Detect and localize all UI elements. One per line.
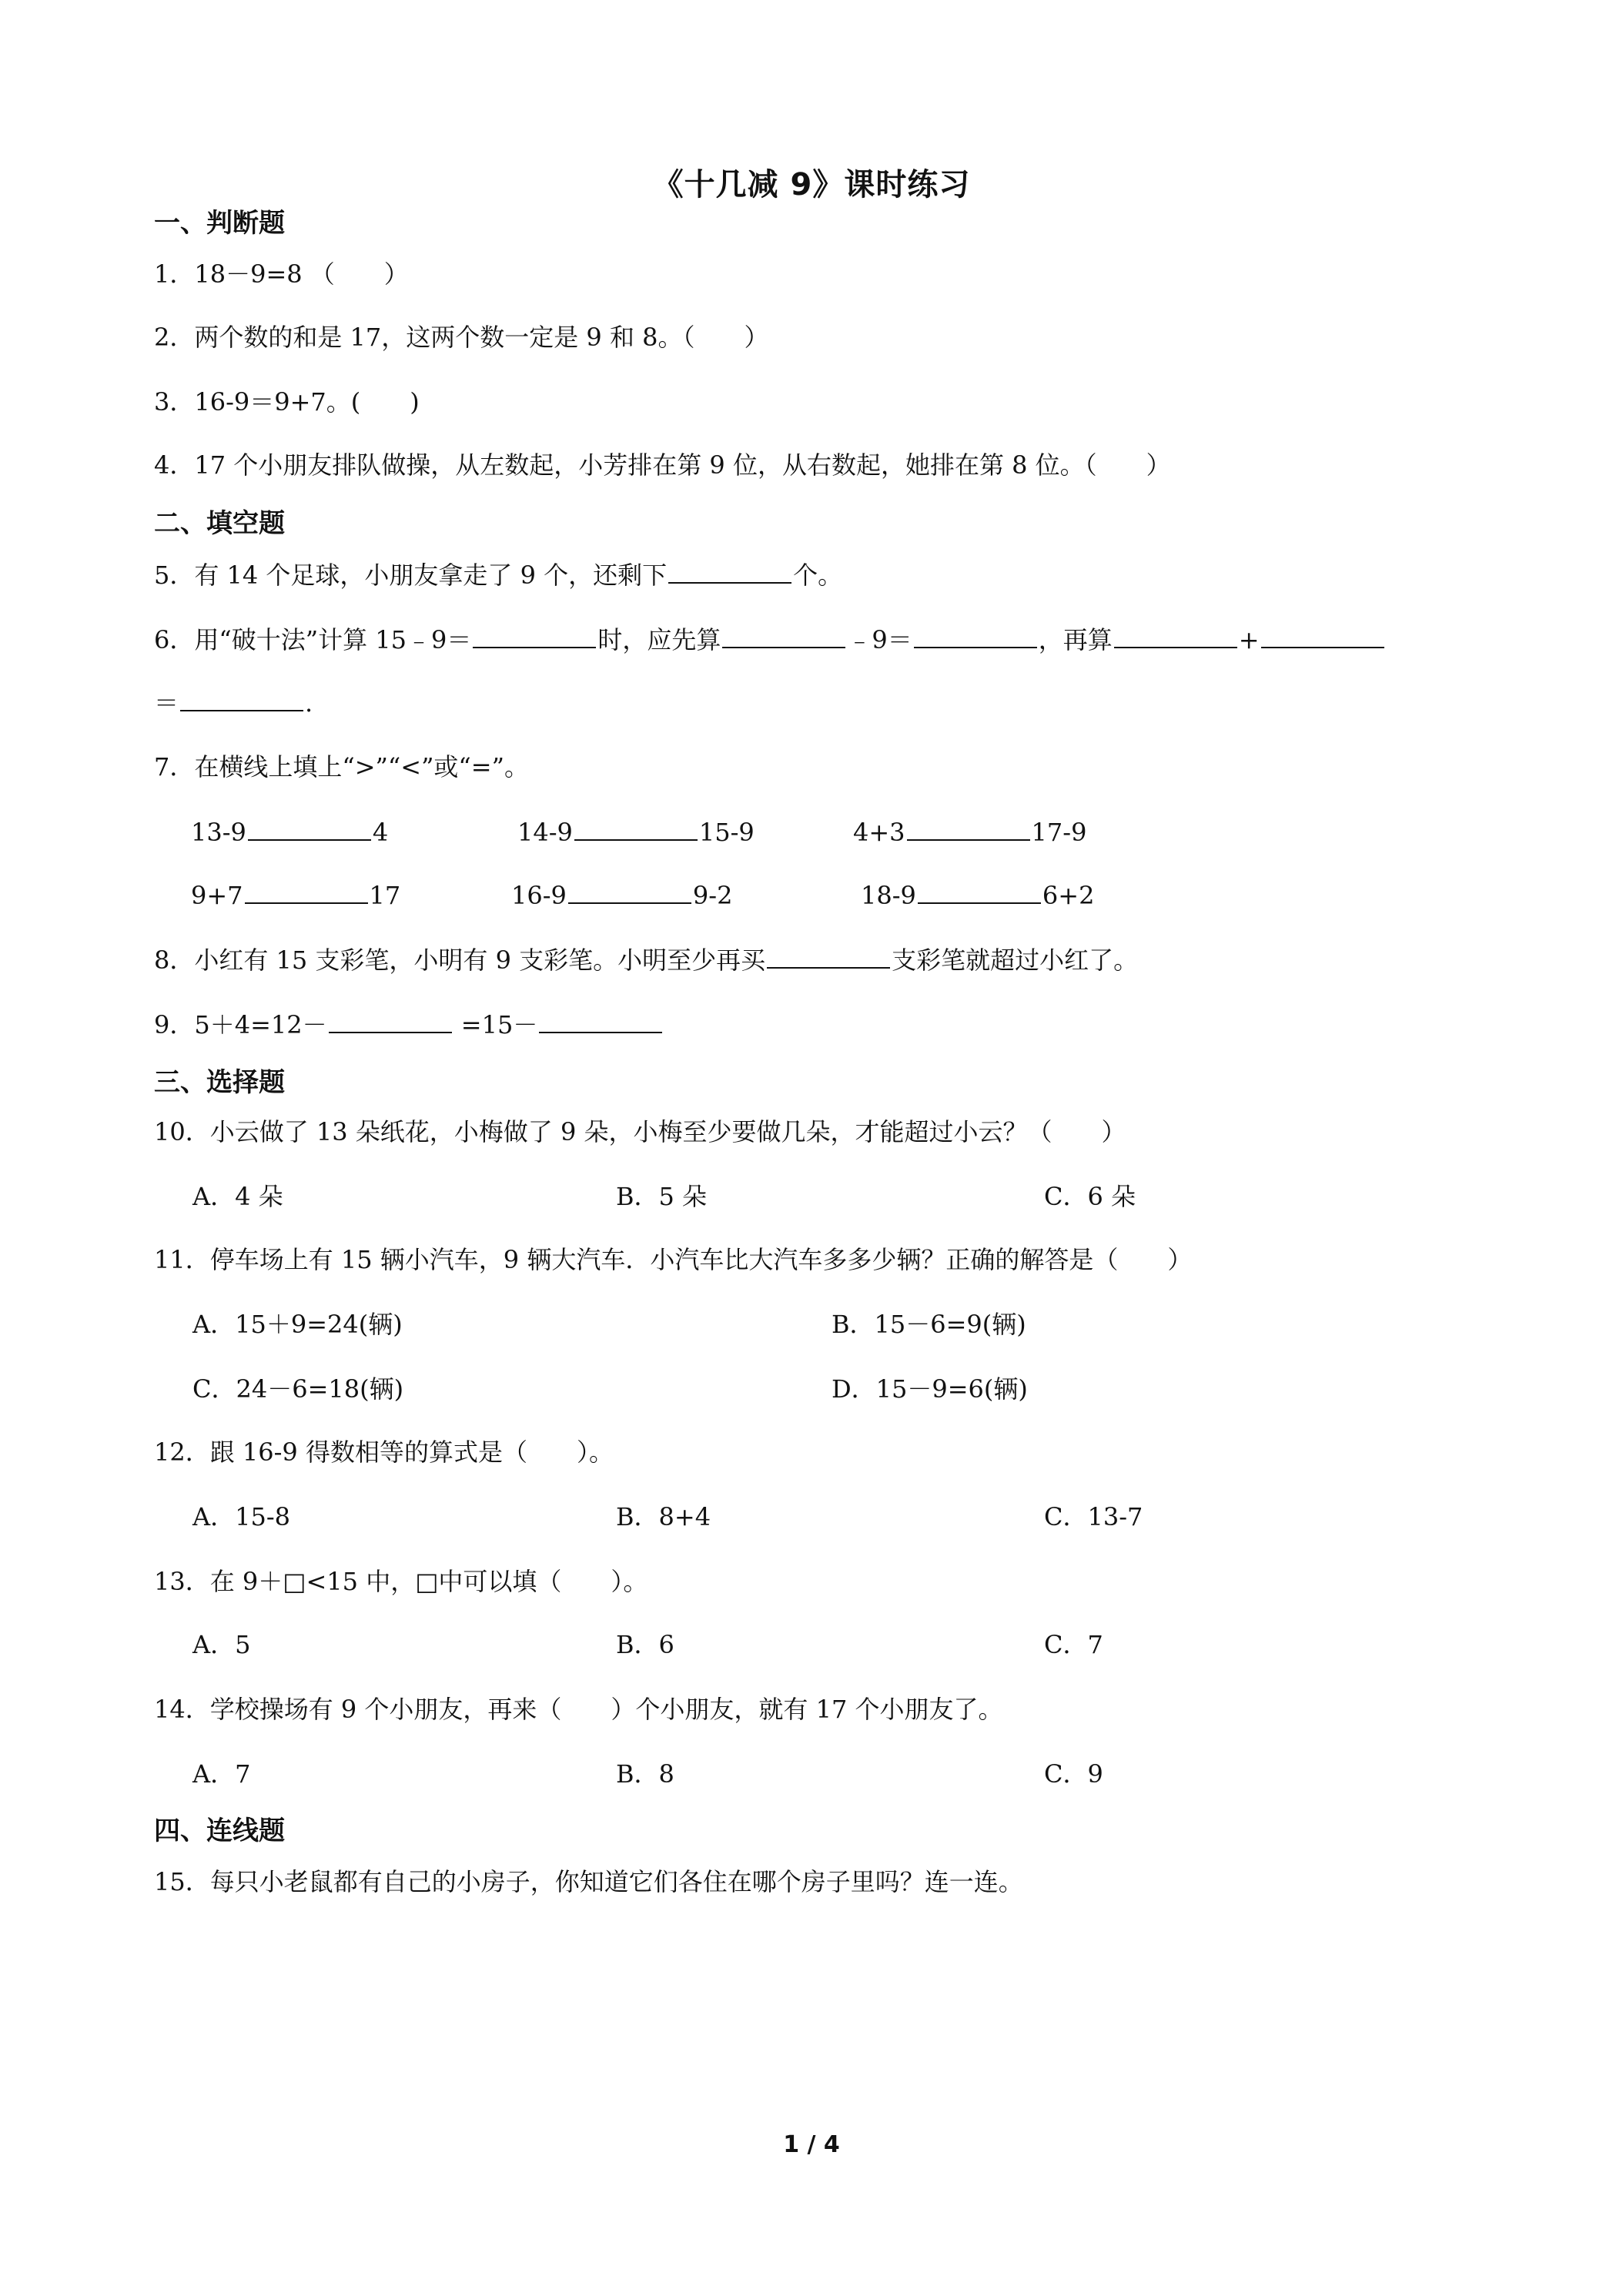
compare-left: 18-9 <box>861 881 916 910</box>
answer-blank[interactable] <box>574 816 698 841</box>
option-a[interactable]: A．15-8 <box>192 1502 291 1531</box>
answer-blank[interactable] <box>245 879 368 904</box>
option-c[interactable]: C．24－6=18(辆) <box>192 1374 404 1404</box>
answer-blank[interactable] <box>539 1009 662 1033</box>
answer-blank[interactable] <box>568 879 691 904</box>
option-b[interactable]: B．8+4 <box>616 1502 711 1531</box>
question-7: 7．在横线上填上“>”“<”或“=”。 <box>154 752 529 782</box>
answer-blank[interactable] <box>722 624 845 648</box>
question-8 <box>154 944 1138 976</box>
question-12: 12．跟 16-9 得数相等的算式是（ ）。 <box>154 1438 614 1467</box>
q6-text-b: 时，应先算 <box>597 625 721 654</box>
answer-blank[interactable] <box>329 1009 452 1033</box>
question-5 <box>154 559 842 591</box>
q9-text-a: 9．5＋4=12－ <box>154 1010 327 1039</box>
question-13: 13．在 9＋□<15 中，□中可以填（ ）。 <box>154 1567 648 1596</box>
option-d[interactable]: D．15－9=6(辆) <box>832 1374 1028 1404</box>
compare-item <box>191 879 400 911</box>
section-heading-fill-blank: 二、填空题 <box>154 508 285 539</box>
page-title: 《十几减 9》课时练习 <box>652 167 971 202</box>
option-a[interactable]: A．4 朵 <box>192 1182 283 1211</box>
question-3: 3．16-9＝9+7。( ) <box>154 387 420 417</box>
question-11: 11．停车场上有 15 辆小汽车，9 辆大汽车．小汽车比大汽车多多少辆？正确的解答是（ ） <box>154 1245 1193 1274</box>
question-6 <box>154 624 1386 655</box>
q6-text-a: 6．用“破十法”计算 15﹣9＝ <box>154 625 472 654</box>
compare-left: 16-9 <box>511 881 567 910</box>
answer-blank[interactable] <box>473 624 596 648</box>
q8-text-a: 8．小红有 15 支彩笔，小明有 9 支彩笔。小明至少再买 <box>154 946 766 975</box>
compare-item <box>517 816 755 848</box>
page-number: 1 / 4 <box>783 2131 840 2158</box>
section-heading-judgement: 一、判断题 <box>154 208 285 239</box>
q6-text-f: ＝ <box>154 688 179 718</box>
q6-text-e: + <box>1238 625 1260 654</box>
q5-text-a: 5．有 14 个足球，小朋友拿走了 9 个，还剩下 <box>154 561 668 590</box>
compare-right: 9-2 <box>692 881 733 910</box>
question-4: 4．17 个小朋友排队做操，从左数起，小芳排在第 9 位，从右数起，她排在第 8 位。（ ） <box>154 450 1171 480</box>
q6-text-g: . <box>305 688 313 718</box>
option-b[interactable]: B．8 <box>616 1759 674 1789</box>
answer-blank[interactable] <box>668 559 791 584</box>
section-heading-choice: 三、选择题 <box>154 1067 285 1098</box>
question-10: 10．小云做了 13 朵纸花，小梅做了 9 朵，小梅至少要做几朵，才能超过小云？（ ） <box>154 1117 1126 1146</box>
compare-right: 17-9 <box>1031 818 1087 847</box>
compare-left: 14-9 <box>517 818 573 847</box>
question-9 <box>154 1009 664 1040</box>
compare-left: 13-9 <box>191 818 246 847</box>
q6-text-d: ，再算 <box>1038 625 1113 654</box>
question-2: 2．两个数的和是 17，这两个数一定是 9 和 8。（ ） <box>154 323 769 352</box>
option-a[interactable]: A．15＋9=24(辆) <box>192 1310 403 1339</box>
answer-blank[interactable] <box>1114 624 1237 648</box>
answer-blank[interactable] <box>907 816 1030 841</box>
q5-text-b: 个。 <box>793 561 843 590</box>
question-6-continued <box>154 687 313 718</box>
compare-item <box>191 816 388 848</box>
compare-left: 9+7 <box>191 881 243 910</box>
compare-item <box>861 879 1094 911</box>
option-b[interactable]: B．15－6=9(辆) <box>832 1310 1026 1339</box>
option-c[interactable]: C．7 <box>1044 1630 1103 1659</box>
option-c[interactable]: C．9 <box>1044 1759 1103 1789</box>
answer-blank[interactable] <box>767 944 890 969</box>
option-c[interactable]: C．6 朵 <box>1044 1182 1136 1211</box>
q8-text-b: 支彩笔就超过小红了。 <box>892 946 1139 975</box>
q6-text-c: ﹣9＝ <box>847 625 912 654</box>
option-a[interactable]: A．5 <box>192 1630 251 1659</box>
answer-blank[interactable] <box>914 624 1037 648</box>
answer-blank[interactable] <box>1261 624 1384 648</box>
answer-blank[interactable] <box>248 816 371 841</box>
compare-right: 6+2 <box>1042 881 1095 910</box>
compare-item <box>511 879 732 911</box>
section-heading-matching: 四、连线题 <box>154 1816 285 1846</box>
option-c[interactable]: C．13-7 <box>1044 1502 1143 1531</box>
compare-right: 4 <box>372 818 389 847</box>
option-b[interactable]: B．6 <box>616 1630 674 1659</box>
question-1: 1．18－9=8 （ ） <box>154 259 409 289</box>
question-15: 15．每只小老鼠都有自己的小房子，你知道它们各住在哪个房子里吗？连一连。 <box>154 1867 1023 1896</box>
question-14: 14．学校操场有 9 个小朋友，再来（ ）个小朋友，就有 17 个小朋友了。 <box>154 1695 1003 1724</box>
compare-item <box>853 816 1086 848</box>
compare-left: 4+3 <box>853 818 905 847</box>
compare-right: 17 <box>369 881 401 910</box>
option-b[interactable]: B．5 朵 <box>616 1182 708 1211</box>
answer-blank[interactable] <box>180 687 303 711</box>
answer-blank[interactable] <box>918 879 1041 904</box>
q9-text-b: =15－ <box>453 1010 538 1039</box>
option-a[interactable]: A．7 <box>192 1759 251 1789</box>
compare-right: 15-9 <box>698 818 755 847</box>
